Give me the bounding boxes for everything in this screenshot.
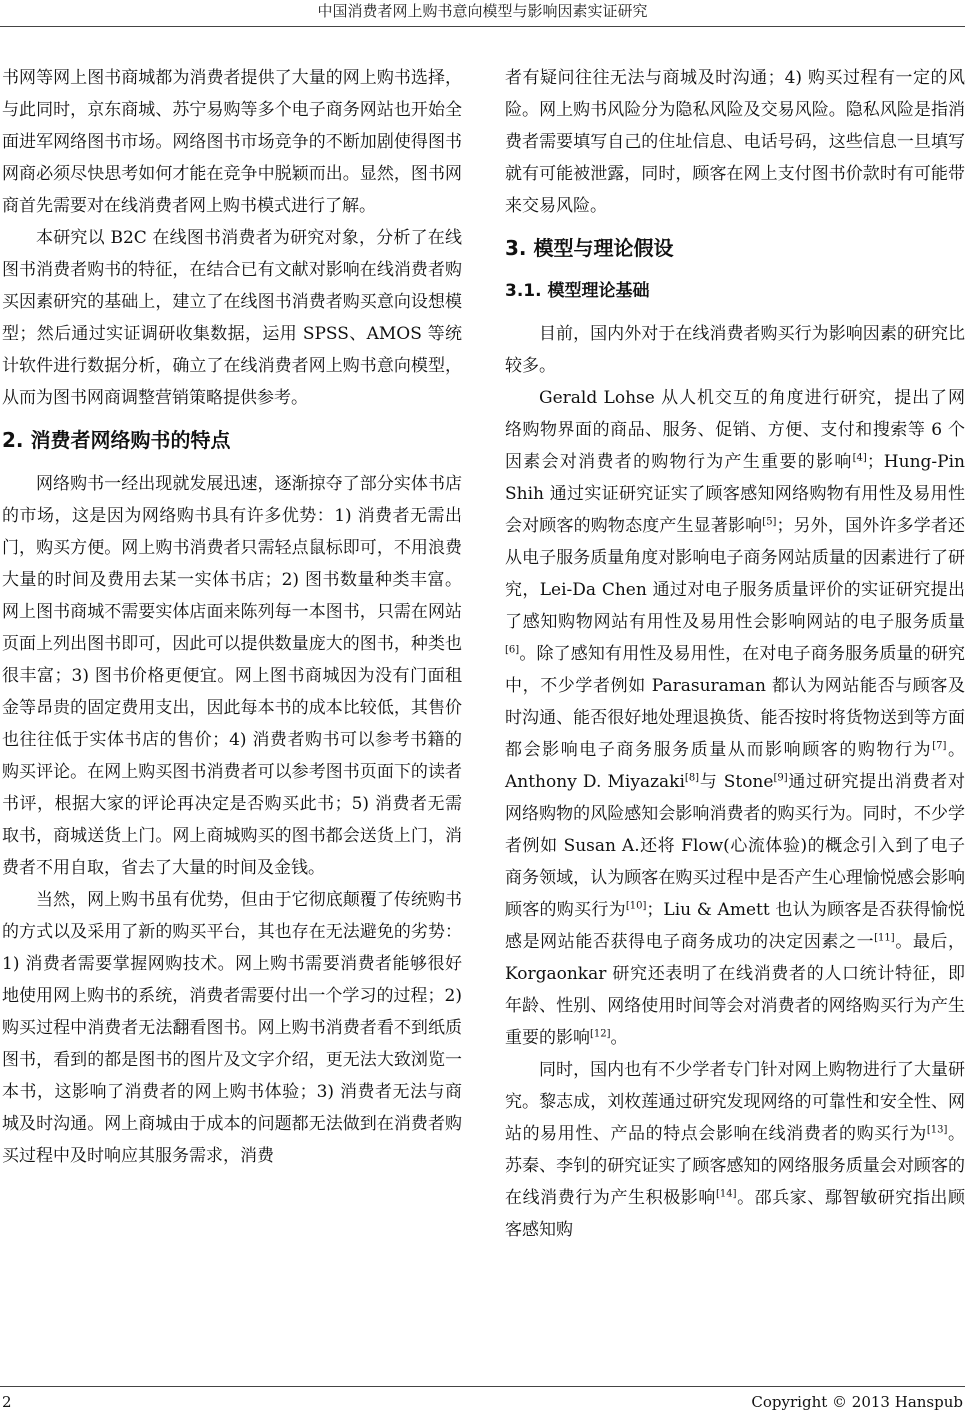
- text-run: Gerald Lohse 从人机交互的角度进行研究，提出了网络购物界面的商品、服务、促销、方便、支付和搜索等 6 个因素会对消费者的购物行为产生重要的影响: [505, 388, 965, 472]
- copyright-notice: Copyright © 2013 Hanspub: [751, 1393, 963, 1411]
- citation: [13]: [926, 1124, 948, 1136]
- text-run: 同时，国内也有不少学者专门针对网上购物进行了大量研究。黎志成，刘枚莲通过研究发现网络的可靠性和安全性、网站的易用性、产品的特点会影响在线消费者的购买行为: [505, 1060, 965, 1144]
- text-run: 通过研究提出消费者对网络购物的风险感知会影响消费者的购买行为。同时，不少学者例如 Susan A.还将 Flow(心流体验)的概念引入到了电子商务领域，认为顾客在购买过程中是否产生心理愉悦感会影响顾客的购买行为: [505, 772, 965, 920]
- text-run: 与 Stone: [699, 772, 774, 792]
- paragraph: 者有疑问往往无法与商城及时沟通；4) 购买过程有一定的风险。网上购书风险分为隐私风险及交易风险。隐私风险是指消费者需要填写自己的住址信息、电话号码，这些信息一旦填写就有可能被泄露，同时，顾客在网上支付图书价款时有可能带来交易风险。: [505, 68, 965, 216]
- text-run: ；Liu & Amett 也认为顾客是否获得愉悦感是网站能否获得电子商务成功的决定因素之一: [505, 900, 965, 952]
- text-run: 。除了感知有用性及易用性，在对电子商务服务质量的研究中，不少学者例如 Parasuraman 都认为网站能否与顾客及时沟通、能否很好地处理退换货、能否按时将货物送到等方面都会影响电子商务服务质量从而影响顾客的购物行为: [505, 644, 965, 760]
- citation: [4]: [852, 452, 867, 464]
- citation: [14]: [715, 1188, 737, 1200]
- paragraph: 书网等网上图书商城都为消费者提供了大量的网上购书选择，与此同时，京东商城、苏宁易购等多个电子商务网站也开始全面进军网络图书市场。网络图书市场竞争的不断加剧使得图书网商必须尽快思考如何才能在竞争中脱颖而出。显然，图书网商首先需要对在线消费者网上购书模式进行了解。: [2, 68, 462, 216]
- page-number: 2: [2, 1393, 12, 1411]
- text-run: ；Hung-Pin Shih 通过实证研究证实了顾客感知网络购物有用性及易用性会对顾客的购物态度产生显著影响: [505, 452, 965, 536]
- text-run: 。: [610, 1028, 628, 1048]
- right-column: [505, 62, 965, 1246]
- header-rule: [0, 26, 965, 27]
- text-run: 。邵兵家、鄢智敏研究指出顾客感知购: [505, 1188, 965, 1240]
- citation: [12]: [590, 1028, 611, 1040]
- paragraph: [505, 1054, 965, 1246]
- paragraph: 目前，国内外对于在线消费者购买行为影响因素的研究比较多。: [505, 324, 965, 376]
- text-run: 。苏秦、李钊的研究证实了顾客感知的网络服务质量会对顾客的在线消费行为产生积极影响: [505, 1124, 965, 1208]
- paragraph: 本研究以 B2C 在线图书消费者为研究对象，分析了在线图书消费者购书的特征，在结合已有文献对影响在线消费者购买因素研究的基础上，建立了在线图书消费者购买意向设想模型；然后通过实证调研收集数据，运用 SPSS、AMOS 等统计软件进行数据分析，确立了在线消费者网上购书意向模型，从而为图书网商调整营销策略提供参考。: [2, 228, 462, 408]
- citation: [7]: [932, 740, 947, 752]
- citation: [5]: [762, 516, 777, 528]
- subsection-heading: 3.1. 模型理论基础: [505, 281, 650, 301]
- text-run: 。最后，Korgaonkar 研究还表明了在线消费者的人口统计特征，即年龄、性别、网络使用时间等会对消费者的网络购买行为产生重要的影响: [505, 932, 965, 1048]
- text-run: 。Anthony D. Miyazaki: [505, 740, 965, 792]
- citation: [11]: [874, 932, 895, 944]
- section-heading: 3. 模型与理论假设: [505, 236, 674, 260]
- text-run: ；另外，国外许多学者还从电子服务质量角度对影响电子商务网站质量的因素进行了研究，Lei-Da Chen 通过对电子服务质量评价的实证研究提出了感知购物网站有用性及易用性会影响网站的电子服务质量: [505, 516, 965, 632]
- citation: [6]: [505, 644, 520, 656]
- running-header: 中国消费者网上购书意向模型与影响因素实证研究: [317, 2, 648, 20]
- citation: [10]: [625, 900, 647, 912]
- paragraph: 当然，网上购书虽有优势，但由于它彻底颠覆了传统购书的方式以及采用了新的购买平台，其也存在无法避免的劣势：1) 消费者需要掌握网购技术。网上购书需要消费者能够很好地使用网上购书的系统，消费者需要付出一个学习的过程；2) 购买过程中消费者无法翻看图书。网上购书消费者看不到纸质图书，看到的都是图书的图片及文字介绍，更无法大致浏览一本书，这影响了消费者的网上购书体验；3) 消费者无法与商城及时沟通。网上商城由于成本的问题都无法做到在消费者购买过程中及时响应其服务需求，消费: [2, 890, 462, 1166]
- citation: [8]: [684, 772, 700, 784]
- left-column: [2, 62, 462, 1172]
- paragraph: 网络购书一经出现就发展迅速，逐渐掠夺了部分实体书店的市场，这是因为网络购书具有许多优势：1) 消费者无需出门，购买方便。网上购书消费者只需轻点鼠标即可，不用浪费大量的时间及费用去某一实体书店；2) 图书数量种类丰富。网上图书商城不需要实体店面来陈列每一本图书，只需在网站页面上列出图书即可，因此可以提供数量庞大的图书，种类也很丰富；3) 图书价格更便宜。网上图书商城因为没有门面租金等昂贵的固定费用支出，因此每本书的成本比较低，其售价也往往低于实体书店的售价；4) 消费者购书可以参考书籍的购买评论。在网上购买图书消费者可以参考图书页面下的读者书评，根据大家的评论再决定是否购买此书；5) 消费者无需取书，商城送货上门。网上商城购买的图书都会送货上门，消费者不用自取，省去了大量的时间及金钱。: [2, 474, 462, 878]
- citation: [9]: [773, 772, 788, 784]
- paragraph: [505, 382, 965, 1054]
- footer-rule: [0, 1386, 965, 1387]
- section-heading: 2. 消费者网络购书的特点: [2, 428, 231, 452]
